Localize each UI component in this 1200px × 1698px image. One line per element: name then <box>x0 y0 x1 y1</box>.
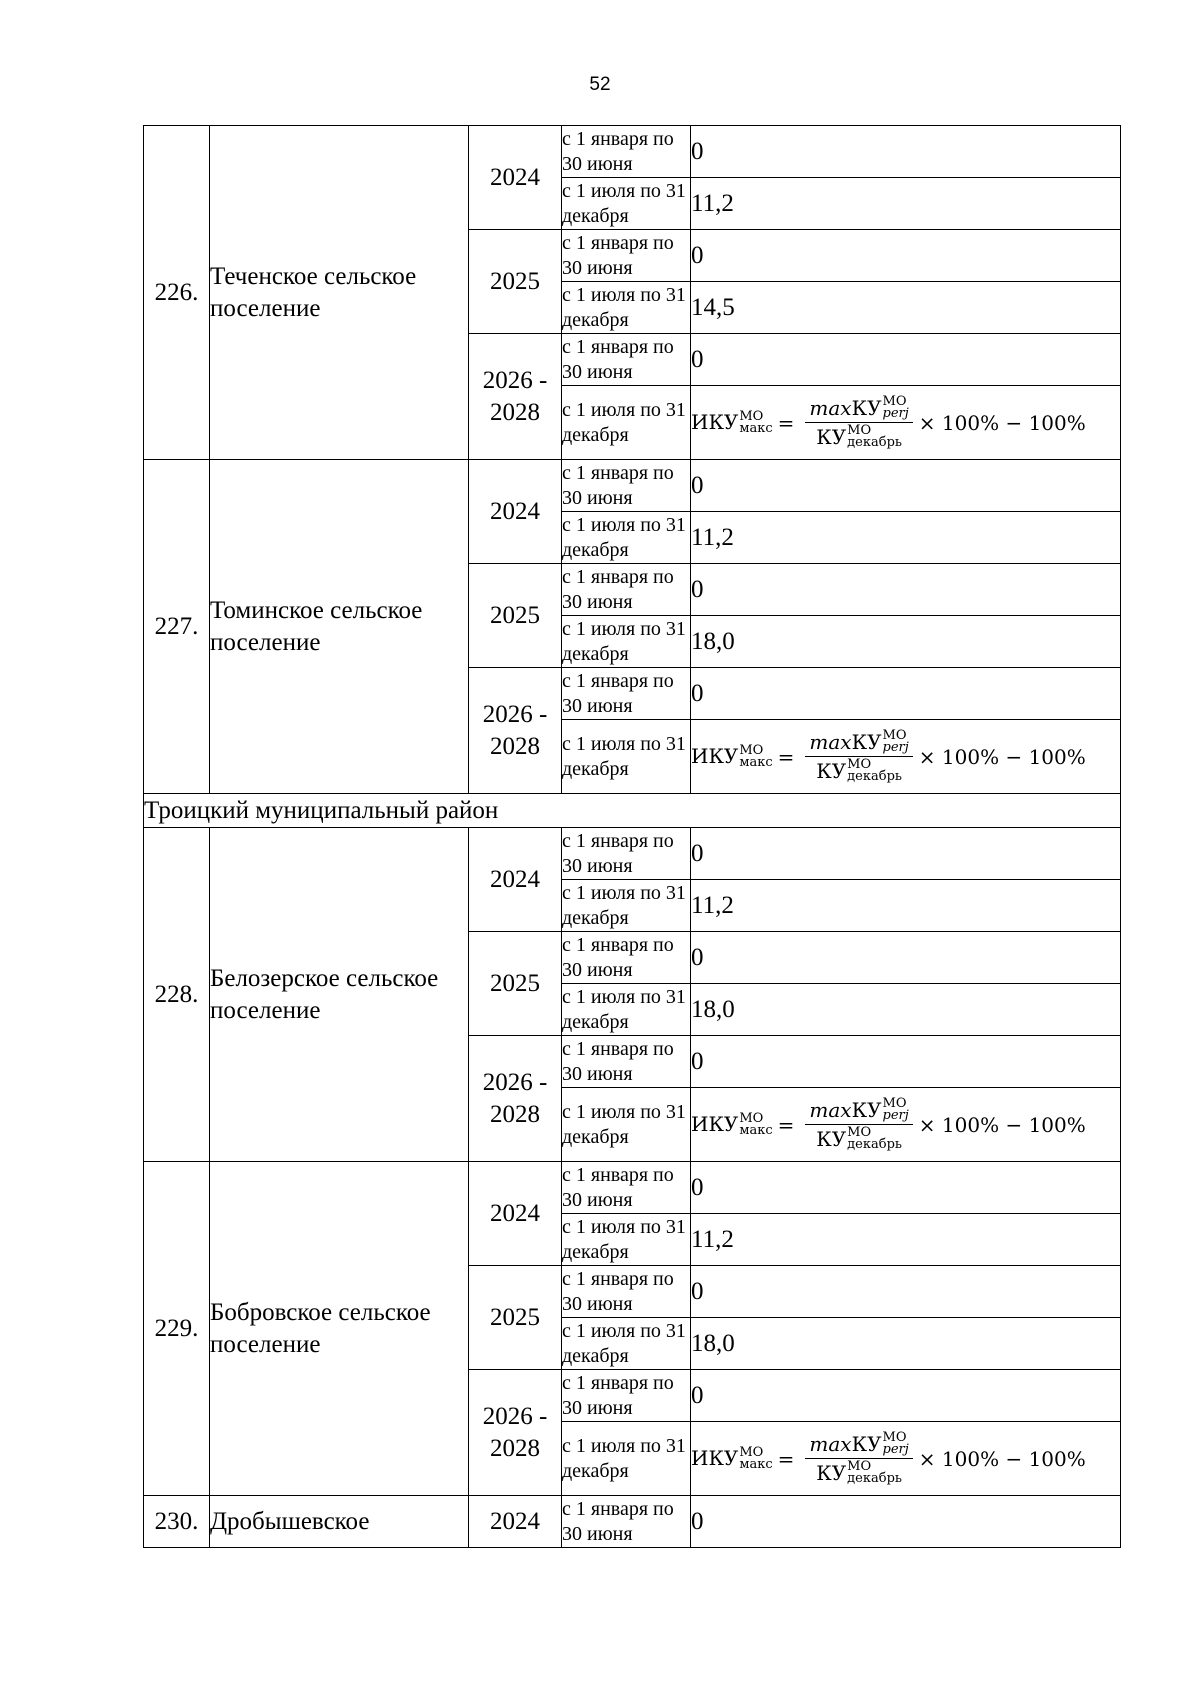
period-first-half: с 1 января по 30 июня <box>562 1266 691 1318</box>
period-second-half: с 1 июля по 31 декабря <box>562 512 691 564</box>
year-label: 2024 <box>469 828 562 932</box>
year-label: 2026 - 2028 <box>469 1370 562 1496</box>
index-formula-cell <box>691 1422 1121 1496</box>
row-number: 227. <box>144 460 210 794</box>
index-formula-cell <box>691 720 1121 794</box>
table-row <box>144 126 1121 178</box>
index-value: 18,0 <box>691 1318 1121 1370</box>
period-first-half: с 1 января по 30 июня <box>562 126 691 178</box>
period-first-half: с 1 января по 30 июня <box>562 1496 691 1548</box>
year-label: 2024 <box>469 1162 562 1266</box>
tariff-index-table <box>143 125 1121 1548</box>
row-number: 230. <box>144 1496 210 1548</box>
index-value: 0 <box>691 126 1121 178</box>
index-value: 0 <box>691 932 1121 984</box>
year-label: 2025 <box>469 230 562 334</box>
year-label: 2026 - 2028 <box>469 1036 562 1162</box>
period-second-half: с 1 июля по 31 декабря <box>562 1088 691 1162</box>
index-value: 11,2 <box>691 512 1121 564</box>
year-label: 2024 <box>469 1496 562 1548</box>
period-second-half: с 1 июля по 31 декабря <box>562 178 691 230</box>
period-second-half: с 1 июля по 31 декабря <box>562 1214 691 1266</box>
period-first-half: с 1 января по 30 июня <box>562 564 691 616</box>
settlement-name: Теченское сельское поселение <box>210 126 469 460</box>
period-second-half: с 1 июля по 31 декабря <box>562 282 691 334</box>
index-formula-cell <box>691 386 1121 460</box>
index-formula-cell <box>691 1088 1121 1162</box>
period-second-half: с 1 июля по 31 декабря <box>562 1422 691 1496</box>
table-row <box>144 828 1121 880</box>
year-label: 2026 - 2028 <box>469 334 562 460</box>
period-second-half: с 1 июля по 31 декабря <box>562 984 691 1036</box>
year-label: 2025 <box>469 932 562 1036</box>
index-value: 0 <box>691 1496 1121 1548</box>
index-value: 11,2 <box>691 1214 1121 1266</box>
year-label: 2026 - 2028 <box>469 668 562 794</box>
index-value: 0 <box>691 828 1121 880</box>
period-first-half: с 1 января по 30 июня <box>562 460 691 512</box>
year-label: 2025 <box>469 1266 562 1370</box>
period-second-half: с 1 июля по 31 декабря <box>562 720 691 794</box>
year-label: 2025 <box>469 564 562 668</box>
period-second-half: с 1 июля по 31 декабря <box>562 1318 691 1370</box>
period-second-half: с 1 июля по 31 декабря <box>562 616 691 668</box>
settlement-name: Белозерское сельское поселение <box>210 828 469 1162</box>
settlement-name: Бобровское сельское поселение <box>210 1162 469 1496</box>
index-value: 0 <box>691 1370 1121 1422</box>
year-label: 2024 <box>469 126 562 230</box>
index-value: 18,0 <box>691 616 1121 668</box>
index-value: 18,0 <box>691 984 1121 1036</box>
index-value: 11,2 <box>691 880 1121 932</box>
index-value: 0 <box>691 334 1121 386</box>
index-value: 14,5 <box>691 282 1121 334</box>
index-formula: ИКУ МО макс = max КУ МО perj КУ МО декабрь × 100% − 100% <box>691 1430 1086 1486</box>
period-first-half: с 1 января по 30 июня <box>562 828 691 880</box>
period-first-half: с 1 января по 30 июня <box>562 1036 691 1088</box>
index-value: 0 <box>691 1266 1121 1318</box>
settlement-name: Томинское сельское поселение <box>210 460 469 794</box>
row-number: 229. <box>144 1162 210 1496</box>
row-number: 226. <box>144 126 210 460</box>
period-first-half: с 1 января по 30 июня <box>562 230 691 282</box>
index-value: 0 <box>691 564 1121 616</box>
index-value: 0 <box>691 668 1121 720</box>
table-row <box>144 1162 1121 1214</box>
period-first-half: с 1 января по 30 июня <box>562 668 691 720</box>
period-first-half: с 1 января по 30 июня <box>562 334 691 386</box>
district-row <box>144 794 1121 828</box>
district-name: Троицкий муниципальный район <box>144 794 1121 828</box>
page-number: 52 <box>589 74 611 95</box>
period-second-half: с 1 июля по 31 декабря <box>562 880 691 932</box>
index-value: 11,2 <box>691 178 1121 230</box>
index-value: 0 <box>691 460 1121 512</box>
period-first-half: с 1 января по 30 июня <box>562 932 691 984</box>
period-second-half: с 1 июля по 31 декабря <box>562 386 691 460</box>
index-formula: ИКУ МО макс = max КУ МО perj КУ МО декабрь × 100% − 100% <box>691 1096 1086 1152</box>
year-label: 2024 <box>469 460 562 564</box>
settlement-name: Дробышевское <box>210 1496 469 1548</box>
index-value: 0 <box>691 1162 1121 1214</box>
row-number: 228. <box>144 828 210 1162</box>
period-first-half: с 1 января по 30 июня <box>562 1162 691 1214</box>
table-row <box>144 1496 1121 1548</box>
index-formula: ИКУ МО макс = max КУ МО perj КУ МО декабрь × 100% − 100% <box>691 394 1086 450</box>
period-first-half: с 1 января по 30 июня <box>562 1370 691 1422</box>
index-value: 0 <box>691 230 1121 282</box>
table-row <box>144 460 1121 512</box>
index-value: 0 <box>691 1036 1121 1088</box>
index-formula: ИКУ МО макс = max КУ МО perj КУ МО декабрь × 100% − 100% <box>691 728 1086 784</box>
